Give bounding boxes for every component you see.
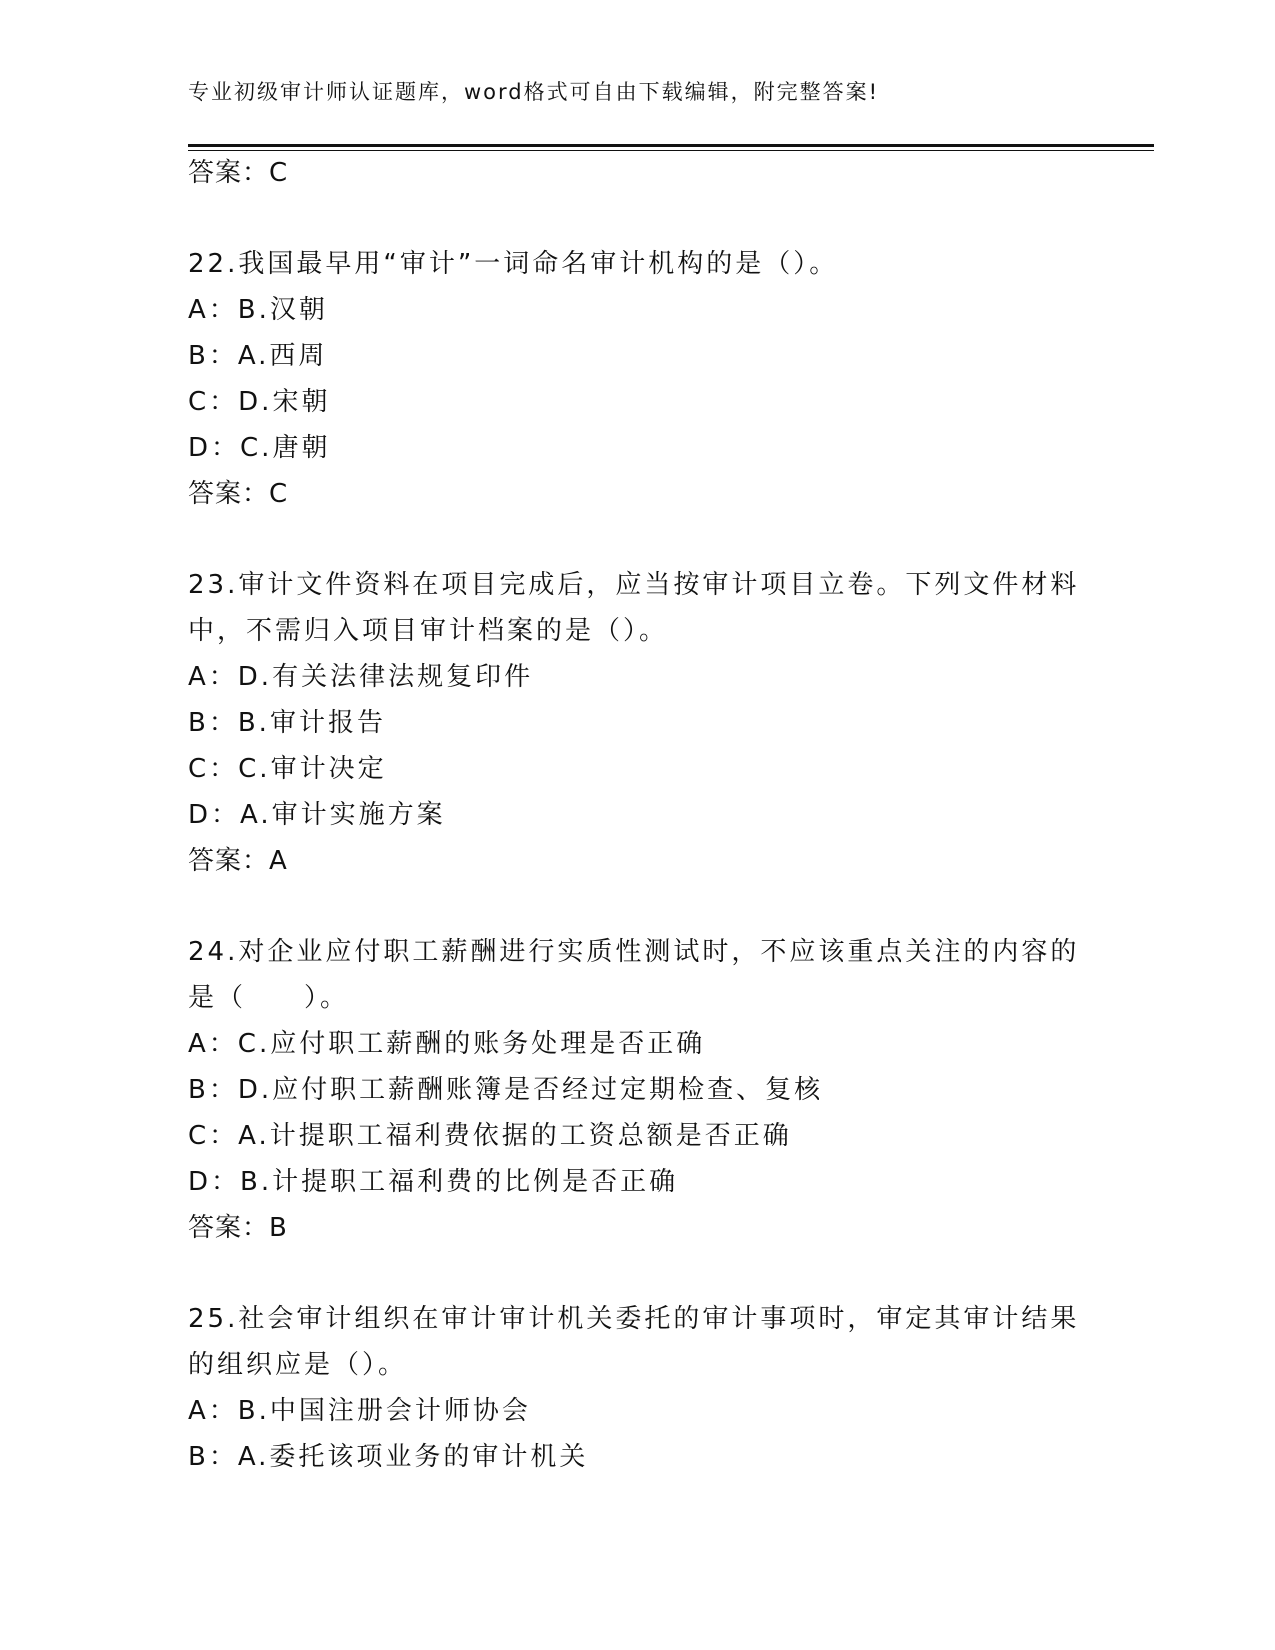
option-c: C：A.计提职工福利费依据的工资总额是否正确 bbox=[188, 1121, 792, 1151]
question-number: 23. bbox=[188, 570, 239, 600]
question-stem bbox=[188, 241, 1088, 287]
question-content bbox=[188, 150, 1088, 1480]
question-24 bbox=[188, 929, 1088, 1251]
question-text-continued: 中，不需归入项目审计档案的是（）。 bbox=[188, 616, 669, 646]
question-text: 对企业应付职工薪酬进行实质性测试时，不应该重点关注的内容的 bbox=[238, 937, 1080, 967]
option-b: B：D.应付职工薪酬账簿是否经过定期检查、复核 bbox=[188, 1075, 824, 1105]
header-rule-thick bbox=[188, 144, 1154, 147]
option-c: C：C.审计决定 bbox=[188, 754, 387, 784]
answer-line: 答案：C bbox=[188, 158, 289, 188]
option-d: D：B.计提职工福利费的比例是否正确 bbox=[188, 1167, 679, 1197]
question-stem bbox=[188, 929, 1088, 975]
option-d: D：A.审计实施方案 bbox=[188, 800, 446, 830]
question-number: 25. bbox=[188, 1304, 239, 1334]
option-d: D：C.唐朝 bbox=[188, 433, 331, 463]
option-b: B：B.审计报告 bbox=[188, 708, 386, 738]
answer-line: 答案：C bbox=[188, 479, 289, 509]
question-text: 审计文件资料在项目完成后，应当按审计项目立卷。下列文件材料 bbox=[238, 570, 1080, 600]
question-text: 社会审计组织在审计审计机关委托的审计事项时，审定其审计结果 bbox=[238, 1304, 1080, 1334]
question-text-continued: 是（ ）。 bbox=[188, 983, 350, 1013]
question-text-continued: 的组织应是（）。 bbox=[188, 1350, 408, 1380]
question-text: 我国最早用“审计”一词命名审计机构的是（）。 bbox=[238, 249, 839, 279]
option-a: A：B.汉朝 bbox=[188, 295, 328, 325]
answer-line: 答案：A bbox=[188, 846, 288, 876]
option-b: B：A.委托该项业务的审计机关 bbox=[188, 1442, 589, 1472]
answer-line: 答案：B bbox=[188, 1213, 288, 1243]
option-a: A：C.应付职工薪酬的账务处理是否正确 bbox=[188, 1029, 706, 1059]
option-b: B：A.西周 bbox=[188, 341, 328, 371]
option-c: C：D.宋朝 bbox=[188, 387, 331, 417]
question-stem bbox=[188, 562, 1088, 608]
option-a: A：D.有关法律法规复印件 bbox=[188, 662, 534, 692]
question-number: 22. bbox=[188, 249, 239, 279]
page-header: 专业初级审计师认证题库，word格式可自由下载编辑，附完整答案! bbox=[188, 80, 880, 104]
option-a: A：B.中国注册会计师协会 bbox=[188, 1396, 531, 1426]
question-stem bbox=[188, 1296, 1088, 1342]
question-23 bbox=[188, 562, 1088, 884]
question-22 bbox=[188, 241, 1088, 517]
question-number: 24. bbox=[188, 937, 239, 967]
question-25 bbox=[188, 1296, 1088, 1480]
